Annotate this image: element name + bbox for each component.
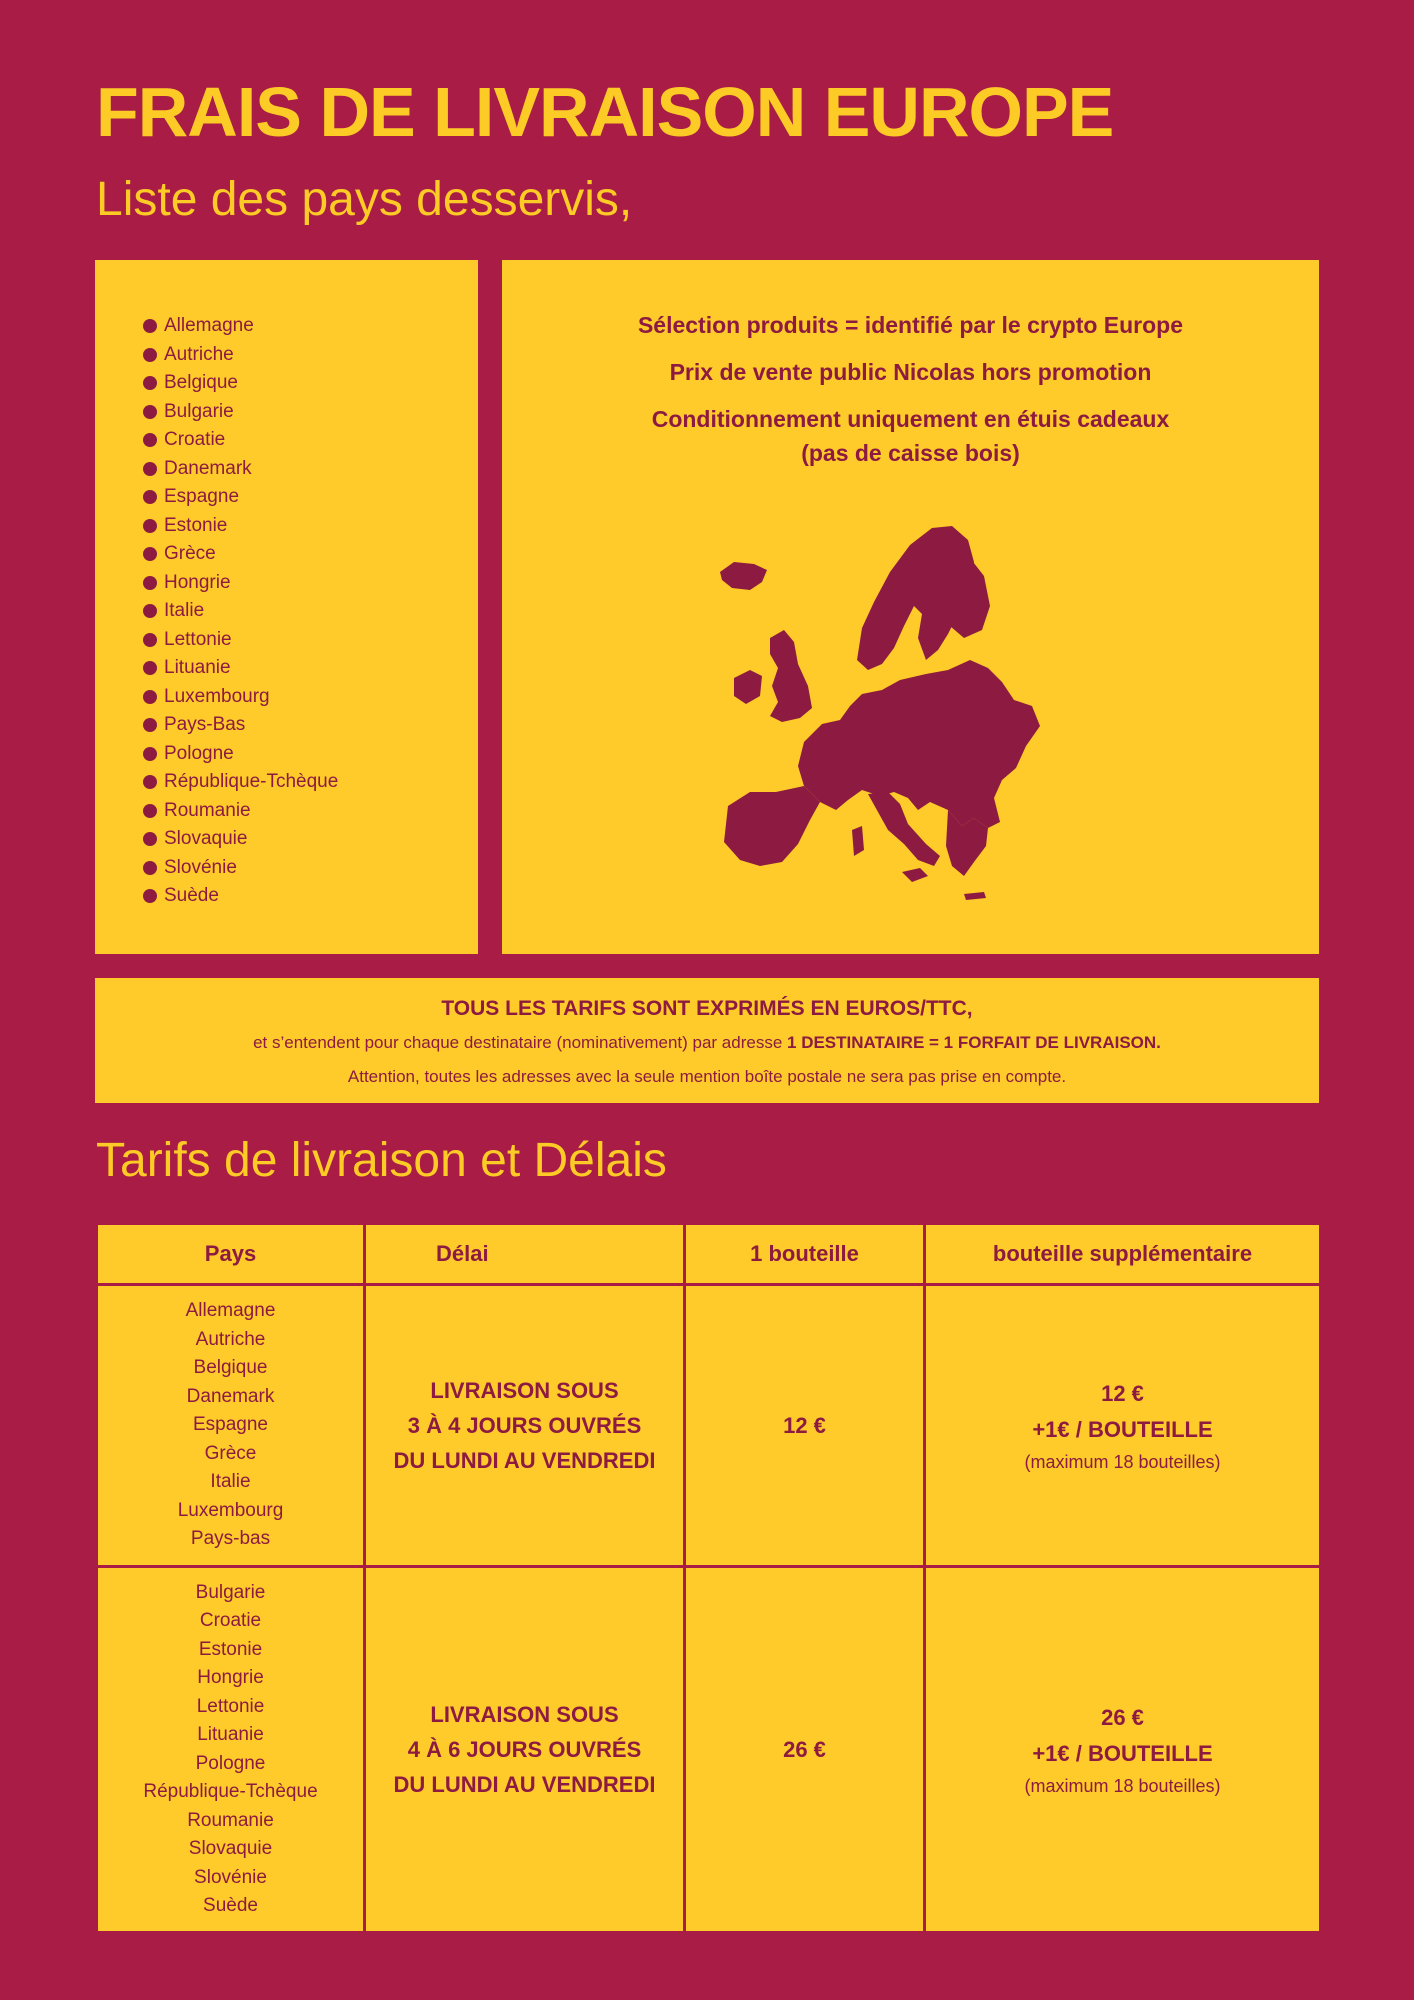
table-row [97, 1567, 1321, 1933]
country-item: Lettonie [143, 626, 478, 655]
country-item: Italie [143, 597, 478, 626]
row-price [685, 1285, 925, 1567]
delay-line: LIVRAISON SOUS [430, 1702, 619, 1727]
delay-line: DU LUNDI AU VENDREDI [393, 1772, 656, 1797]
row-country: Lettonie [196, 1695, 265, 1717]
row-country: Lituanie [197, 1724, 264, 1745]
row-country: Danemark [186, 1385, 275, 1407]
page-subtitle: Liste des pays desservis, [96, 173, 633, 226]
supplement-price: 26 € [1101, 1704, 1144, 1730]
country-item: Lituanie [143, 654, 478, 683]
row-countries [97, 1567, 365, 1933]
row-country: Slovaquie [188, 1838, 273, 1859]
header-supplement: bouteille supplémentaire [925, 1224, 1321, 1285]
row-country: Roumanie [187, 1809, 274, 1831]
row-country: Luxembourg [177, 1499, 284, 1521]
page-title: FRAIS DE LIVRAISON EUROPE [96, 73, 1114, 151]
row-supplement [925, 1567, 1321, 1933]
supplement-note: (maximum 18 bouteilles) [1024, 1775, 1221, 1796]
row-country: Italie [210, 1471, 251, 1493]
row-country: Autriche [195, 1328, 266, 1350]
delay-line: 3 À 4 JOURS OUVRÉS [407, 1413, 642, 1438]
info-price: Prix de vente public Nicolas hors promotion [669, 359, 1152, 385]
row-delay [365, 1285, 685, 1567]
rates-table [95, 1222, 1322, 1934]
notice-text-normal: et s’entendent pour chaque destinataire (nominativement) par adresse [253, 1033, 788, 1052]
row-country: Estonie [198, 1638, 263, 1660]
row-country: Grèce [204, 1442, 257, 1464]
country-item: Belgique [143, 369, 478, 398]
supplement-price: 12 € [1101, 1380, 1144, 1406]
country-item: Grèce [143, 540, 478, 569]
country-item: Pologne [143, 740, 478, 769]
header-delai: Délai [365, 1224, 685, 1285]
europe-map [712, 510, 1112, 910]
supplement-extra: +1€ / BOUTEILLE [1032, 1740, 1213, 1766]
country-item: Hongrie [143, 569, 478, 598]
delay-line: LIVRAISON SOUS [430, 1378, 619, 1403]
info-packaging-line: Conditionnement uniquement en étuis cadeaux [651, 406, 1170, 432]
info-selection: Sélection produits = identifié par le crypto Europe [637, 312, 1184, 338]
row-country: Bulgarie [195, 1581, 266, 1603]
supplement-extra: +1€ / BOUTEILLE [1032, 1416, 1213, 1442]
notice-title: TOUS LES TARIFS SONT EXPRIMÉS EN EUROS/TTC, [441, 997, 973, 1020]
price-value: 12 € [783, 1412, 826, 1438]
rates-header-row [97, 1224, 1321, 1285]
delay-line: DU LUNDI AU VENDREDI [393, 1448, 656, 1473]
countries-list [95, 260, 478, 911]
row-country: République-Tchèque [143, 1781, 318, 1802]
country-item: Roumanie [143, 797, 478, 826]
row-supplement [925, 1285, 1321, 1567]
country-item: Pays-Bas [143, 711, 478, 740]
info-panel [502, 260, 1319, 954]
row-country: Suède [203, 1895, 258, 1916]
country-item: Luxembourg [143, 683, 478, 712]
notice-text-bold: 1 DESTINATAIRE = 1 FORFAIT DE LIVRAISON. [787, 1033, 1161, 1052]
rates-title: Tarifs de livraison et Délais [96, 1134, 667, 1187]
row-countries [97, 1285, 365, 1567]
country-item: Autriche [143, 341, 478, 370]
info-packaging [502, 402, 1319, 470]
row-delay [365, 1567, 685, 1933]
row-country: Croatie [199, 1610, 262, 1631]
country-item: Suède [143, 882, 478, 911]
row-price [685, 1567, 925, 1933]
country-item: Croatie [143, 426, 478, 455]
header-pays: Pays [97, 1224, 365, 1285]
notice-warning: Attention, toutes les adresses avec la seule mention boîte postale ne sera pas prise en compte. [347, 1067, 1067, 1086]
row-country: Pologne [195, 1752, 266, 1774]
country-item: Allemagne [143, 312, 478, 341]
country-item: Espagne [143, 483, 478, 512]
countries-panel [95, 260, 478, 954]
row-country: Belgique [193, 1357, 268, 1379]
notice-panel [95, 978, 1319, 1103]
price-value: 26 € [783, 1736, 826, 1762]
row-country: Espagne [192, 1414, 268, 1436]
row-country: Slovénie [194, 1866, 267, 1888]
row-country: Allemagne [185, 1300, 276, 1322]
row-country: Pays-bas [190, 1528, 271, 1550]
country-item: République-Tchèque [143, 768, 478, 797]
country-item: Danemark [143, 455, 478, 484]
header-price: 1 bouteille [685, 1224, 925, 1285]
country-item: Slovaquie [143, 825, 478, 854]
country-item: Slovénie [143, 854, 478, 883]
row-country: Hongrie [197, 1667, 264, 1688]
notice-text [95, 1026, 1319, 1060]
info-packaging-note: (pas de caisse bois) [801, 440, 1020, 466]
delay-line: 4 À 6 JOURS OUVRÉS [407, 1737, 642, 1762]
table-row [97, 1285, 1321, 1567]
country-item: Bulgarie [143, 398, 478, 427]
country-item: Estonie [143, 512, 478, 541]
supplement-note: (maximum 18 bouteilles) [1024, 1451, 1221, 1472]
